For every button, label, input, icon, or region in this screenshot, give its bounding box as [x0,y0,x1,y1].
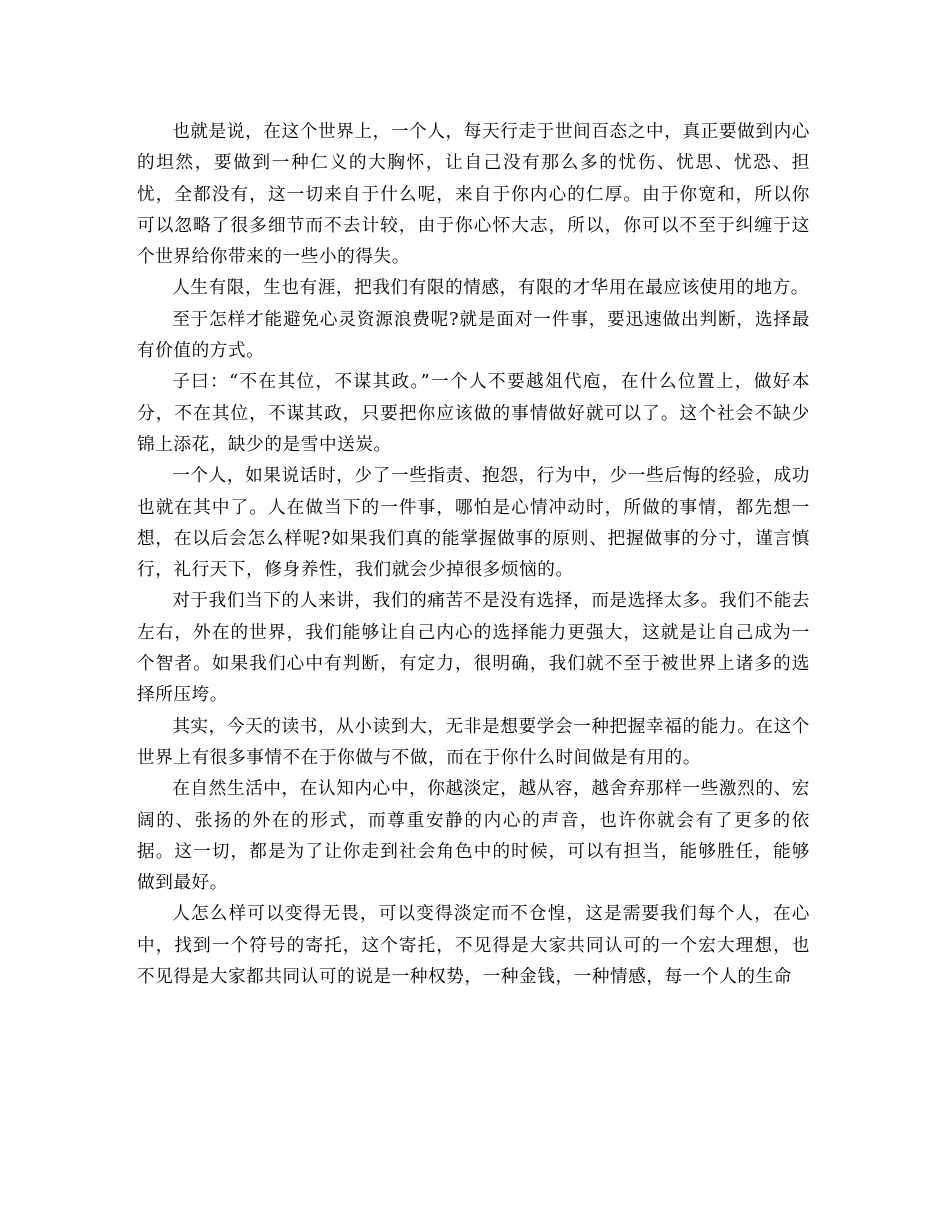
paragraph: 人生有限，生也有涯，把我们有限的情感，有限的才华用在最应该使用的地方。 [172,278,809,299]
paragraph: 其实，今天的读书，从小读到大，无非是想要学会一种把握幸福的能力。在这个世界上有很多事情不在于你做与不做，而在于你什么时间做是有用的。 [137,716,810,768]
paragraph: 对于我们当下的人来讲，我们的痛苦不是没有选择，而是选择太多。我们不能去左右，外在的世界，我们能够让自己内心的选择能力更强大，这就是让自己成为一个智者。如果我们心中有判断，有定力，很明确，我们就不至于被世界上诸多的选择所压垮。 [137,591,810,706]
paragraph: 在自然生活中，在认知内心中，你越淡定，越从容，越舍弃那样一些激烈的、宏阔的、张扬的外在的形式，而尊重安静的内心的声音，也许你就会有了更多的依据。这一切，都是为了让你走到社会角色中的时候，可以有担当，能够胜任，能够做到最好。 [137,779,810,894]
paragraph: 人怎么样可以变得无畏，可以变得淡定而不仓惶，这是需要我们每个人，在心中，找到一个符号的寄托，这个寄托，不见得是大家共同认可的一个宏大理想，也不见得是大家都共同认可的说是一种权势，一种金钱，一种情感，每一个人的生命 [137,904,810,988]
paragraph: 子曰：“不在其位，不谋其政。”一个人不要越俎代庖，在什么位置上，做好本分，不在其位，不谋其政，只要把你应该做的事情做好就可以了。这个社会不缺少锦上添花，缺少的是雪中送炭。 [137,372,810,455]
paragraph: 至于怎样才能避免心灵资源浪费呢?就是面对一件事，要迅速做出判断，选择最有价值的方式。 [137,309,810,362]
paragraph: 一个人，如果说话时，少了一些指责、抱怨，行为中，少一些后悔的经验，成功也就在其中了。人在做当下的一件事，哪怕是心情冲动时，所做的事情，都先想一想，在以后会怎么样呢?如果我们真的能掌握做事的原则、把握做事的分寸，谨言慎行，礼行天下，修身养性，我们就会少掉很多烦恼的。 [137,466,810,581]
paragraph: 也就是说，在这个世界上，一个人，每天行走于世间百态之中，真正要做到内心的坦然，要做到一种仁义的大胸怀，让自己没有那么多的忧伤、忧思、忧恐、担忧，全都没有，这一切来自于什么呢，来自于你内心的仁厚。由于你宽和，所以你可以忽略了很多细节而不去计较，由于你心怀大志，所以，你可以不至于纠缠于这个世界给你带来的一些小的得失。 [137,122,810,268]
